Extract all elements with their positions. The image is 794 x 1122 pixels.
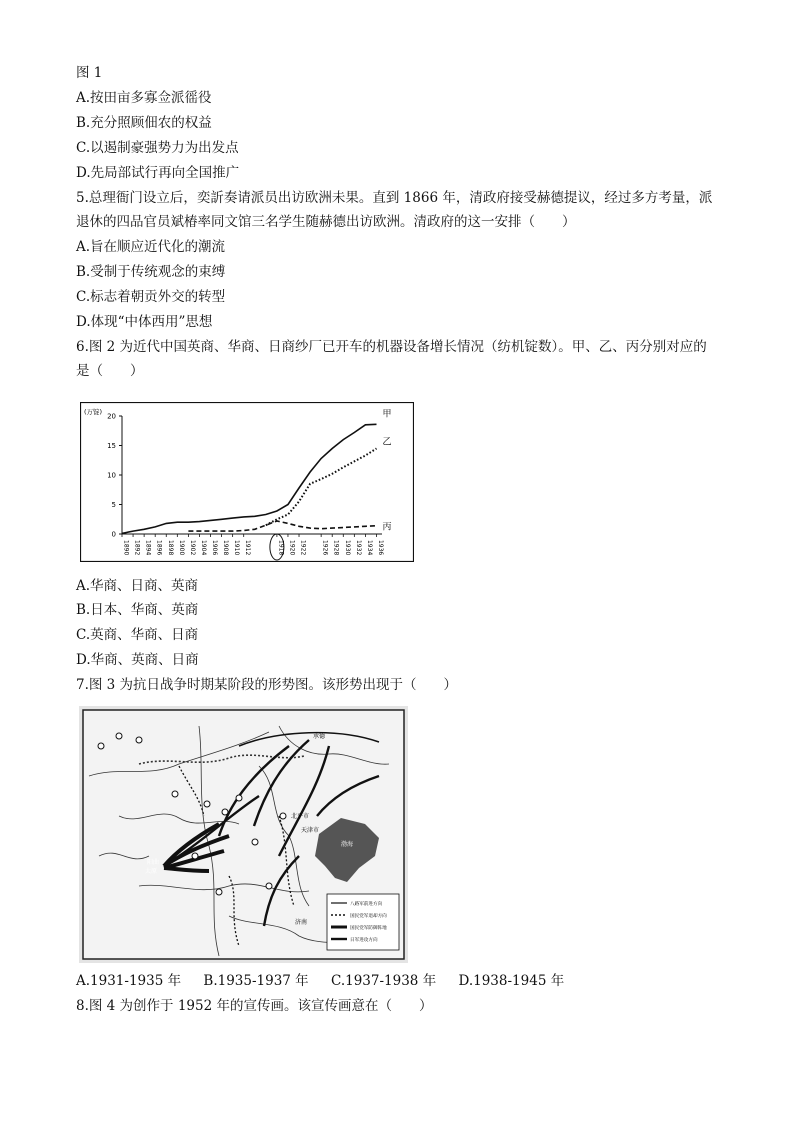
q6-option-b[interactable]: B.日本、华商、英商	[76, 602, 199, 618]
q7-option-d[interactable]: D.1938-1945 年	[458, 973, 565, 989]
x-tick-label: 1912	[244, 540, 252, 556]
q5-option-d[interactable]: D.体现“中体西用”思想	[76, 314, 213, 330]
x-tick-label: 1922	[299, 540, 307, 556]
y-tick-label: 10	[107, 471, 116, 480]
q5-stem-line2: 退休的四品官员斌椿率同文馆三名学生随赫德出访欧洲。清政府的这一安排（ ）	[76, 214, 576, 230]
q5-option-c[interactable]: C.标志着朝贡外交的转型	[76, 289, 226, 305]
spindle-growth-chart	[80, 402, 414, 562]
x-tick-label: 1898	[166, 540, 174, 556]
q4-option-d[interactable]: D.先局部试行再向全国推广	[76, 165, 240, 181]
x-tick-label: 1926	[321, 540, 329, 556]
q5-stem-line1: 5.总理衙门设立后，奕訢奏请派员出访欧洲未果。直到 1866 年，清政府接受赫德提议，经过多方考量，派	[76, 190, 713, 206]
map-label-chengde: 承德	[313, 733, 326, 740]
x-tick-label: 1920	[288, 540, 296, 556]
q6-stem-line2: 是（ ）	[76, 363, 144, 379]
x-tick-label: 1930	[343, 540, 351, 556]
x-tick-label: 1902	[188, 540, 196, 556]
x-tick-label: 1934	[365, 540, 373, 556]
war-situation-map	[79, 706, 408, 963]
y-unit-label: (万锭)	[84, 408, 103, 416]
x-tick-label: 1904	[199, 540, 207, 556]
y-tick-label: 15	[107, 442, 116, 450]
q5-option-b[interactable]: B.受制于传统观念的束缚	[76, 264, 226, 280]
map-label-beiping: 北平市	[291, 813, 310, 820]
x-tick-label: 1894	[144, 540, 152, 556]
q4-option-a[interactable]: A.按田亩多寡佥派徭役	[76, 90, 212, 106]
figure-1-label: 图 1	[76, 65, 103, 81]
q7-stem: 7.图 3 为抗日战争时期某阶段的形势图。该形势出现于（ ）	[76, 677, 458, 693]
map-legend	[327, 894, 399, 950]
x-tick-label: 1910	[233, 540, 241, 556]
q7-option-b[interactable]: B.1935-1937 年	[203, 973, 309, 989]
map-label-taiyuan: 太原	[145, 868, 158, 875]
q6-option-d[interactable]: D.华商、英商、日商	[76, 652, 199, 668]
q7-options	[76, 972, 582, 990]
q4-option-c[interactable]: C.以遏制豪强势力为出发点	[76, 140, 239, 156]
legend-item-1: 八路军前进方向	[350, 902, 383, 907]
q6-stem-line1: 6.图 2 为近代中国英商、华商、日商纱厂已开车的机器设备增长情况（纺机锭数）。甲、乙、丙分别对应的	[76, 339, 707, 355]
q6-option-c[interactable]: C.英商、华商、日商	[76, 627, 199, 643]
x-tick-label: 1900	[177, 540, 185, 556]
series-label-丙: 丙	[382, 522, 392, 533]
y-tick-label: 20	[107, 412, 116, 421]
x-tick-label: 1932	[354, 540, 362, 556]
x-tick-label: 1896	[155, 540, 163, 556]
map-label-jinan: 济南	[295, 919, 308, 926]
x-tick-label: 1892	[133, 540, 141, 556]
series-label-乙: 乙	[382, 437, 392, 448]
legend-item-3: 国民党军防御阵地	[350, 926, 387, 931]
x-tick-label: 1936	[376, 540, 384, 556]
q6-option-a[interactable]: A.华商、日商、英商	[76, 578, 199, 594]
map-label-tianjin: 天津市	[301, 827, 320, 834]
x-tick-label: 1918	[277, 540, 285, 556]
map-label-yangqu: 阳曲	[147, 859, 160, 866]
y-tick-label: 0	[111, 530, 116, 539]
x-tick-label: 1928	[332, 540, 340, 556]
x-tick-label: 1890	[122, 540, 130, 556]
q8-stem: 8.图 4 为创作于 1952 年的宣传画。该宣传画意在（ ）	[76, 998, 433, 1014]
x-tick-label: 1906	[211, 540, 219, 556]
legend-item-2: 国民党军退却方向	[350, 914, 387, 919]
q5-option-a[interactable]: A.旨在顺应近代化的潮流	[76, 239, 226, 255]
q7-option-c[interactable]: C.1937-1938 年	[330, 973, 437, 989]
map-label-bohai: 渤海	[341, 841, 354, 848]
x-tick-label: 1908	[222, 540, 230, 556]
y-tick-label: 5	[111, 501, 116, 509]
q7-option-a[interactable]: A.1931-1935 年	[76, 973, 182, 989]
series-label-甲: 甲	[382, 409, 392, 420]
q4-option-b[interactable]: B.充分照顾佃农的权益	[76, 115, 212, 131]
legend-item-4: 日军进攻方向	[350, 938, 378, 943]
